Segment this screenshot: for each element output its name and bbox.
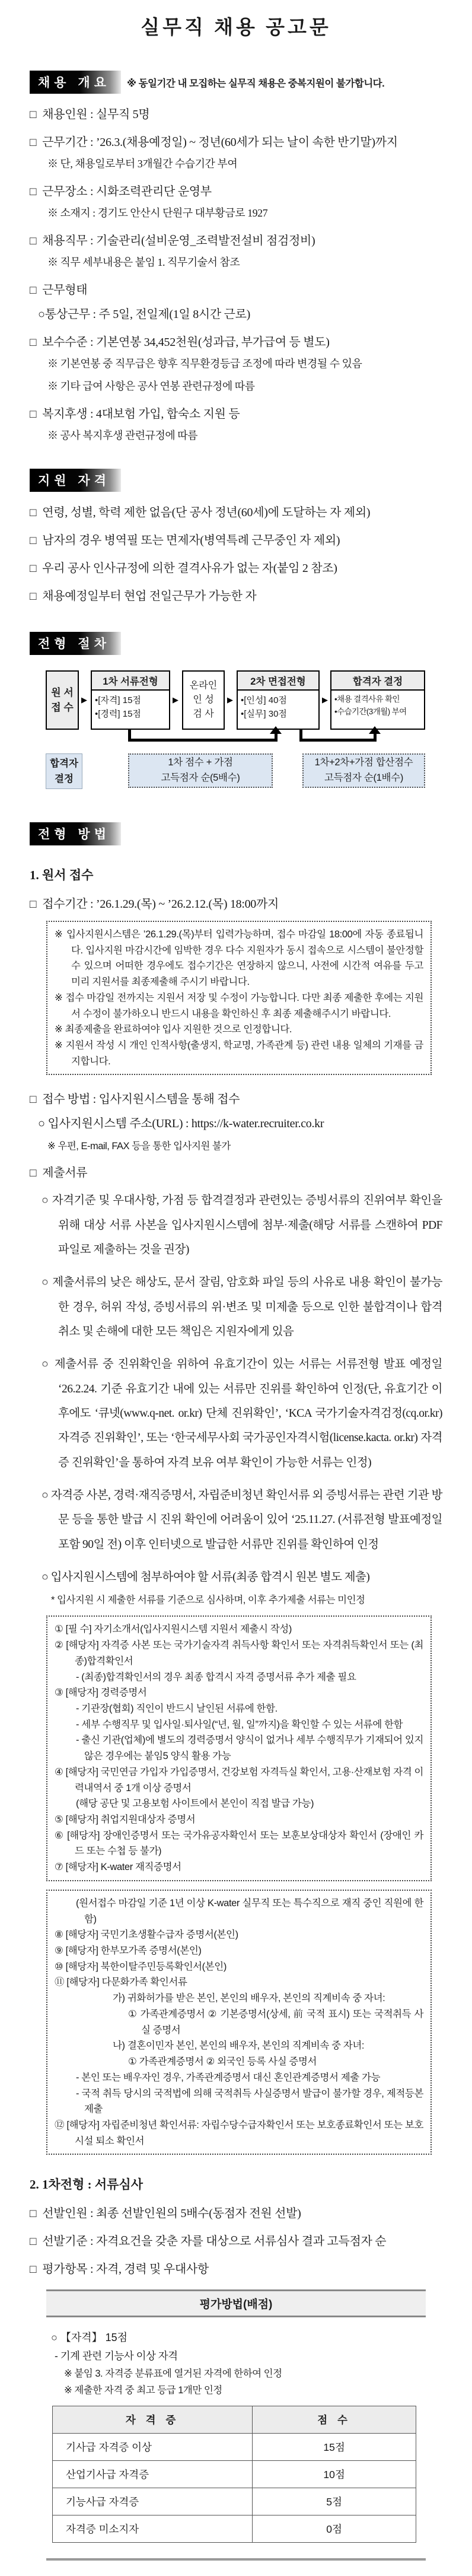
certificate-name: 기능사급 자격증 bbox=[53, 2488, 253, 2515]
flow-box-line: 접 수 bbox=[51, 702, 74, 713]
list-item-work-place bbox=[30, 182, 442, 199]
list-item-job-duty bbox=[30, 231, 442, 248]
attachment-item: ⑫ [해당자] 자립준비청년 확인서류: 자립수당수급자확인서 또는 보호종료확인서 또는 보호시설 퇴소 확인서 bbox=[55, 2119, 423, 2146]
application-system-url: ○ 입사지원시스템 주소(URL) : https://k-water.recruiter.co.kr bbox=[38, 1117, 324, 1131]
flow-box-line: 온라인 bbox=[189, 680, 218, 691]
attachment-item: ② [해당자] 자격증 사본 또는 국가기술자격 취득사항 확인서 또는 자격취득확인서 또는 (최종)합격확인서 bbox=[55, 1640, 423, 1667]
list-item-selection-criteria bbox=[30, 2231, 442, 2249]
attachment-list-box-2 bbox=[46, 1890, 432, 2155]
list-item-work-period bbox=[30, 132, 442, 150]
attachment-subitem: (원서접수 마감일 기준 1년 이상 K-water 실무직 또는 특수직으로 재직 중인 직원에 한함) bbox=[76, 1897, 423, 1925]
list-item-evaluation-items bbox=[30, 2259, 442, 2276]
list-item-qual-2 bbox=[30, 530, 442, 548]
item-note: ※ 직무 세부내용은 붙임 1. 직무기술서 참조 bbox=[47, 256, 240, 268]
flow-box-body bbox=[331, 691, 424, 721]
item-text: 근무장소 : 시화조력관리단 운영부 bbox=[42, 185, 212, 198]
flow-box-line: •채용 결격사유 확인 bbox=[334, 695, 400, 704]
table-row bbox=[53, 2515, 416, 2543]
attachment-item: ⑨ [해당자] 한부모가족 증명서(본인) bbox=[55, 1945, 202, 1957]
attachment-subitem: - 기관장(협회) 직인이 반드시 날인된 서류에 한함. bbox=[76, 1703, 278, 1714]
flow-box-title: 합격자 결정 bbox=[331, 672, 424, 691]
attachment-item: ⑥ [해당자] 장애인증명서 또는 국가유공자확인서 또는 보훈보상대상자 확인서 (장애인 카드 또는 수첩 등 불가) bbox=[55, 1830, 423, 1857]
documents-paragraph: ○ 자격기준 및 우대사항, 가점 등 합격결정과 관련있는 증빙서류의 진위여부 확인을 위해 대상 서류 사본을 입사지원시스템에 첨부·제출(해당 서류를 스캔하여 PDF파일로 제출하는 것을 권장) bbox=[42, 1194, 442, 1257]
item-text: 선발기준 : 자격요건을 갖춘 자를 대상으로 서류심사 결과 고득점자 순 bbox=[42, 2235, 387, 2249]
documents-paragraph: ○ 입사지원시스템에 첨부하여야 할 서류(최종 합격시 원본 별도 제출) bbox=[42, 1571, 370, 1584]
evaluation-banner: 평가방법(배점) bbox=[46, 2289, 426, 2317]
certificate-score: 0점 bbox=[253, 2515, 416, 2543]
checkbox-glyph: □ bbox=[30, 507, 37, 519]
evaluation-note: ※ 붙임 3. 자격증 분류표에 열거된 자격에 한하여 인정 bbox=[64, 2368, 282, 2380]
checkbox-glyph: □ bbox=[30, 590, 37, 603]
flow-result-label-line: 합격자 bbox=[50, 758, 78, 769]
attachment-item: ⑤ [해당자] 취업지원대상자 증명서 bbox=[55, 1814, 196, 1826]
flow-box-document-screening bbox=[91, 670, 170, 730]
checkbox-glyph: □ bbox=[30, 408, 37, 421]
column-header-certificate: 자 격 증 bbox=[53, 2406, 253, 2434]
certificate-name: 산업기사급 자격증 bbox=[53, 2461, 253, 2488]
attachment-subitem: - 본인 또는 배우자인 경우, 가족관계증명서 대신 혼인관계증명서 제출 가능 bbox=[76, 2072, 381, 2083]
item-text: 접수기간 : ’26.1.29.(목) ~ ’26.2.12.(목) 18:00까지 bbox=[42, 898, 279, 911]
checkbox-glyph: □ bbox=[30, 2208, 37, 2221]
certificate-score: 5점 bbox=[253, 2488, 416, 2515]
flow-box-line: •수습기간(3개월) 부여 bbox=[334, 707, 407, 716]
section-process-header bbox=[30, 632, 442, 655]
flow-box-final-decision bbox=[330, 670, 425, 730]
list-item-receipt-method bbox=[30, 1089, 442, 1106]
flow-result-line: 1차+2차+가점 합산점수 bbox=[314, 757, 413, 768]
item-text: 남자의 경우 병역필 또는 면제자(병역특례 근무중인 자 제외) bbox=[42, 534, 340, 547]
flow-box-line: 원 서 bbox=[51, 686, 74, 698]
table-row bbox=[53, 2488, 416, 2515]
connector-arrow-up-icon bbox=[369, 726, 381, 734]
connector-line bbox=[299, 739, 377, 742]
certificate-name: 기사급 자격증 이상 bbox=[53, 2434, 253, 2461]
list-item-hire-count bbox=[30, 104, 442, 122]
flow-box-line: •[자격] 15점 bbox=[95, 695, 141, 705]
flow-box-title: 1차 서류전형 bbox=[92, 672, 169, 691]
item-text: 복지후생 : 4대보험 가입, 합숙소 지원 등 bbox=[42, 408, 240, 421]
checkbox-glyph: □ bbox=[30, 1093, 37, 1106]
notice-paragraph: ※ 접수 마감일 전까지는 지원서 저장 및 수정이 가능합니다. 다만 최종 제출한 후에는 지원서 수정이 불가하오니 반드시 내용을 확인하신 후 최종 제출해주시기 바랍니다. bbox=[55, 992, 423, 1019]
attachment-item: ③ [해당자] 경력증명서 bbox=[55, 1687, 147, 1699]
attachment-item: ④ [해당자] 국민연금 가입자 가입증명서, 건강보험 자격득실 확인서, 고용·산재보험 자격 이력내역서 중 1개 이상 증명서 bbox=[55, 1766, 423, 1793]
item-text: 접수 방법 : 입사지원시스템을 통해 접수 bbox=[42, 1093, 240, 1106]
url-note: ※ 우편, E-mail, FAX 등을 통한 입사지원 불가 bbox=[47, 1141, 231, 1152]
list-item-qual-1 bbox=[30, 503, 442, 520]
item-text: 연령, 성별, 학력 제한 없음(단 공사 정년(60세)에 도달하는 자 제외) bbox=[42, 506, 371, 519]
list-item-qual-4 bbox=[30, 586, 442, 603]
section-qualification-header bbox=[30, 469, 442, 492]
certificate-name: 자격증 미소지자 bbox=[53, 2515, 253, 2543]
attachment-item: ⑧ [해당자] 국민기초생활수급자 증명서(본인) bbox=[55, 1929, 238, 1941]
flow-box-line: 인 성 bbox=[193, 695, 214, 705]
flow-box-title: 2차 면접전형 bbox=[238, 672, 318, 691]
documents-paragraph: ○ 제출서류의 낮은 해상도, 문서 잘림, 암호화 파일 등의 사유로 내용 확인이 불가능한 경우, 허위 작성, 증빙서류의 위·변조 및 미제출 등으로 인한 불합격이나 합격 취소 및 손해에 대한 모든 책임은 지원자에게 있음 bbox=[42, 1276, 442, 1338]
flow-arrow-icon: ▶ bbox=[81, 695, 87, 704]
item-note: ※ 공사 복지후생 관련규정에 따름 bbox=[47, 430, 198, 441]
documents-paragraph: ○ 제출서류 중 진위확인을 위하여 유효기간이 있는 서류는 서류전형 발표 예정일 ‘26.2.24. 기준 유효기간 내에 있는 서류만 진위를 확인하여 인정(단, 유효기간 이후에도 ‘큐넷(www.q-net. or.kr) 단체 진위확인’, ‘KCA 국가기술자격검정(cq.or.kr) 자격증 진위확인’, 또는 ‘한국세무사회 국가공인자격시험(license.kacta. or.kr) 자격증 진위확인’을 통하여 자격 보유 여부 확인이 가능한 서류는 인정) bbox=[42, 1358, 442, 1469]
evaluation-category: ○ 【자격】 15점 bbox=[51, 2332, 128, 2344]
checkbox-glyph: □ bbox=[30, 535, 37, 547]
item-text: 근무기간 : ’26.3.(채용예정일) ~ 정년(60세가 되는 날이 속한 반기말)까지 bbox=[42, 136, 398, 149]
table-header-row bbox=[53, 2406, 416, 2434]
documents-star-note: * 입사지원 시 제출한 서류를 기준으로 심사하며, 이후 추가제출 서류는 미인정 bbox=[51, 1595, 365, 1606]
checkbox-glyph: □ bbox=[30, 2263, 37, 2276]
flow-box-personality-test bbox=[182, 670, 225, 730]
flow-box-line: •[실무] 30점 bbox=[241, 709, 287, 720]
notice-paragraph: ※ 최종제출을 완료하여야 입사 지원한 것으로 인정합니다. bbox=[55, 1024, 292, 1035]
list-item-welfare bbox=[30, 404, 442, 421]
flow-box-body bbox=[238, 691, 318, 724]
item-text: 제출서류 bbox=[42, 1166, 88, 1180]
selection-process-flowchart bbox=[30, 670, 442, 799]
list-item-qual-3 bbox=[30, 558, 442, 575]
certificate-score-table bbox=[52, 2406, 416, 2543]
item-text: 우리 공사 인사규정에 의한 결격사유가 없는 자(붙임 2 참조) bbox=[42, 562, 337, 575]
attachment-item: ⑦ [해당자] K-water 재직증명서 bbox=[55, 1862, 181, 1873]
flow-box-interview bbox=[237, 670, 320, 730]
column-header-score: 점 수 bbox=[253, 2406, 416, 2434]
item-text: 채용직무 : 기술관리(설비운영_조력발전설비 점검정비) bbox=[42, 234, 315, 247]
item-text: 근무형태 bbox=[42, 284, 88, 297]
table-row bbox=[53, 2434, 416, 2461]
attachment-subitem: - 세부 수행직무 및 입사일·퇴사일(“년, 월, 일”까지)을 확인할 수 있는 서류에 한함 bbox=[76, 1719, 403, 1730]
list-item-work-type bbox=[30, 280, 442, 297]
section-badge-method: 전형 방법 bbox=[30, 822, 121, 845]
flow-result-label-line: 결정 bbox=[55, 774, 74, 784]
documents-paragraph: ○ 자격증 사본, 경력·재직증명서, 자립준비청년 확인서류 외 증빙서류는 관련 기관 방문 등을 통한 발급 시 진위 확인에 어려움이 있어 ‘25.11.27. (서류전형 발표예정일 포함 90일 전) 이후 인터넷으로 발급한 서류만 진위를 확인하여 인정 bbox=[42, 1489, 442, 1551]
flow-result-line: 1차 점수 + 가점 bbox=[168, 757, 233, 768]
item-text: 채용인원 : 실무직 5명 bbox=[42, 108, 150, 121]
flow-result-line: 고득점자 순(5배수) bbox=[161, 772, 240, 783]
list-item-receipt-period bbox=[30, 894, 442, 911]
checkbox-glyph: □ bbox=[30, 2235, 37, 2249]
item-note: ※ 단, 채용일로부터 3개월간 수습기간 부여 bbox=[47, 158, 238, 170]
page-title: 실무직 채용 공고문 bbox=[141, 17, 331, 39]
table-row bbox=[53, 2461, 416, 2488]
checkbox-glyph: □ bbox=[30, 1167, 37, 1180]
attachment-item: ⑩ [해당자] 북한이탈주민등록확인서(본인) bbox=[55, 1961, 227, 1972]
flow-result-box-first-round bbox=[128, 753, 273, 788]
attachment-item: ⑪ [해당자] 다문화가족 확인서류 bbox=[55, 1977, 187, 1988]
attachment-subitem: - (최종)합격확인서의 경우 최종 합격시 자격 증명서류 추가 제출 필요 bbox=[76, 1671, 356, 1683]
flow-box-application bbox=[46, 670, 79, 730]
connector-arrow-up-icon bbox=[270, 726, 282, 734]
flow-box-line: •[경력] 15점 bbox=[95, 709, 141, 720]
notice-paragraph: ※ 입사지원시스템은 ’26.1.29.(목)부터 입력가능하며, 접수 마감일 18:00에 자동 종료됩니다. 입사지원 마감시간에 임박한 경우 다수 지원자가 동시 접속으로 시스템이 불안정할 수 있으며 어떠한 경우에도 접수기간은 연장하지 않으니, 사전에 시간적 여유를 두고 미리 지원서를 최종제출해 주시기 바랍니다. bbox=[55, 929, 423, 988]
attachment-subitem: - 출신 기관(업체)에 별도의 경력증명서 양식이 없거나 세부 수행직무가 기재되어 있지 않은 경우에는 붙임5 양식 활용 가능 bbox=[76, 1735, 423, 1762]
attachment-subitem: - 국적 취득 당시의 국적법에 의해 국적취득 사실증명서 발급이 불가할 경우, 제적등본 제출 bbox=[76, 2088, 423, 2115]
checkbox-glyph: □ bbox=[30, 898, 37, 911]
flow-box-line: 검 사 bbox=[193, 709, 214, 719]
connector-line bbox=[128, 739, 278, 742]
list-item-selection-count bbox=[30, 2203, 442, 2221]
flow-arrow-icon: ▶ bbox=[227, 695, 233, 704]
list-item-salary bbox=[30, 332, 442, 349]
item-note: ※ 기타 급여 사항은 공사 연봉 관련규정에 따름 bbox=[47, 380, 255, 392]
checkbox-glyph: □ bbox=[30, 284, 37, 297]
step2-title: 2. 1차전형 : 서류심사 bbox=[30, 2177, 143, 2192]
attachment-subitem: ① 가족관계증명서 ② 외국인 등록 사실 증명서 bbox=[128, 2056, 317, 2068]
section-badge-overview: 채용 개요 bbox=[30, 71, 121, 94]
checkbox-glyph: □ bbox=[30, 186, 37, 198]
checkbox-glyph: □ bbox=[30, 136, 37, 149]
section-badge-process: 전형 절차 bbox=[30, 632, 121, 655]
section-method-header bbox=[30, 822, 442, 845]
attachment-subitem: 나) 결혼이민자 본인, 본인의 배우자, 본인의 직계비속 중 자녀: bbox=[113, 2040, 365, 2052]
section-overview-header bbox=[30, 71, 442, 94]
item-text: 보수수준 : 기본연봉 34,452천원(성과급, 부가급여 등 별도) bbox=[42, 336, 330, 349]
flow-result-line: 고득점자 순(1배수) bbox=[324, 772, 404, 783]
item-note: ※ 소재지 : 경기도 안산시 단원구 대부황금로 1927 bbox=[47, 207, 268, 219]
certificate-score: 10점 bbox=[253, 2461, 416, 2488]
application-notice-box bbox=[46, 921, 432, 1075]
evaluation-method-section bbox=[46, 2289, 426, 2561]
certificate-score: 15점 bbox=[253, 2434, 416, 2461]
attachment-list-box-1 bbox=[46, 1615, 432, 1881]
item-note: ※ 기본연봉 중 직무급은 향후 직무환경등급 조정에 따라 변경될 수 있음 bbox=[47, 358, 362, 370]
item-subline: ○통상근무 : 주 5일, 전일제(1일 8시간 근로) bbox=[38, 308, 251, 321]
flow-arrow-icon: ▶ bbox=[173, 695, 178, 704]
checkbox-glyph: □ bbox=[30, 235, 37, 247]
attachment-subitem: (해당 공단 및 고용보험 사이트에서 본인이 직접 발급 가능) bbox=[76, 1798, 314, 1809]
checkbox-glyph: □ bbox=[30, 336, 37, 349]
flow-result-label bbox=[46, 753, 82, 789]
checkbox-glyph: □ bbox=[30, 109, 37, 121]
item-text: 평가항목 : 자격, 경력 및 우대사항 bbox=[42, 2263, 209, 2276]
section-badge-qualification: 지원 자격 bbox=[30, 469, 121, 492]
attachment-subitem: ① 가족관계증명서 ② 기본증명서(상세, 前 국적 표시) 또는 국적취득 사실 증명서 bbox=[128, 2008, 423, 2036]
item-text: 선발인원 : 최종 선발인원의 5배수(동점자 전원 선발) bbox=[42, 2207, 301, 2221]
evaluation-criterion: - 기계 관련 기능사 이상 자격 bbox=[55, 2350, 178, 2362]
flow-box-body bbox=[92, 691, 169, 724]
attachment-subitem: 가) 귀화허가를 받은 본인, 본인의 배우자, 본인의 직계비속 중 자녀: bbox=[113, 1993, 385, 2004]
attachment-item: ① [필 수] 자기소개서(입사지원시스템 지원서 제출시 작성) bbox=[55, 1624, 292, 1635]
checkbox-glyph: □ bbox=[30, 562, 37, 575]
flow-result-box-final bbox=[302, 753, 425, 788]
flow-box-line: •[인성] 40점 bbox=[241, 695, 287, 705]
notice-paragraph: ※ 지원서 작성 시 개인 인적사항(출생지, 학교명, 가족관계 등) 관련 내용 일체의 기재를 금지합니다. bbox=[55, 1040, 423, 1067]
flow-arrow-icon: ▶ bbox=[322, 695, 328, 704]
overview-header-note: ※ 동일기간 내 모집하는 실무직 채용은 중복지원이 불가합니다. bbox=[126, 78, 385, 89]
step1-title: 1. 원서 접수 bbox=[30, 868, 94, 882]
item-text: 채용예정일부터 현업 전일근무가 가능한 자 bbox=[42, 590, 257, 603]
evaluation-note: ※ 제출한 자격 중 최고 등급 1개만 인정 bbox=[64, 2385, 222, 2396]
list-item-required-documents bbox=[30, 1163, 442, 1180]
